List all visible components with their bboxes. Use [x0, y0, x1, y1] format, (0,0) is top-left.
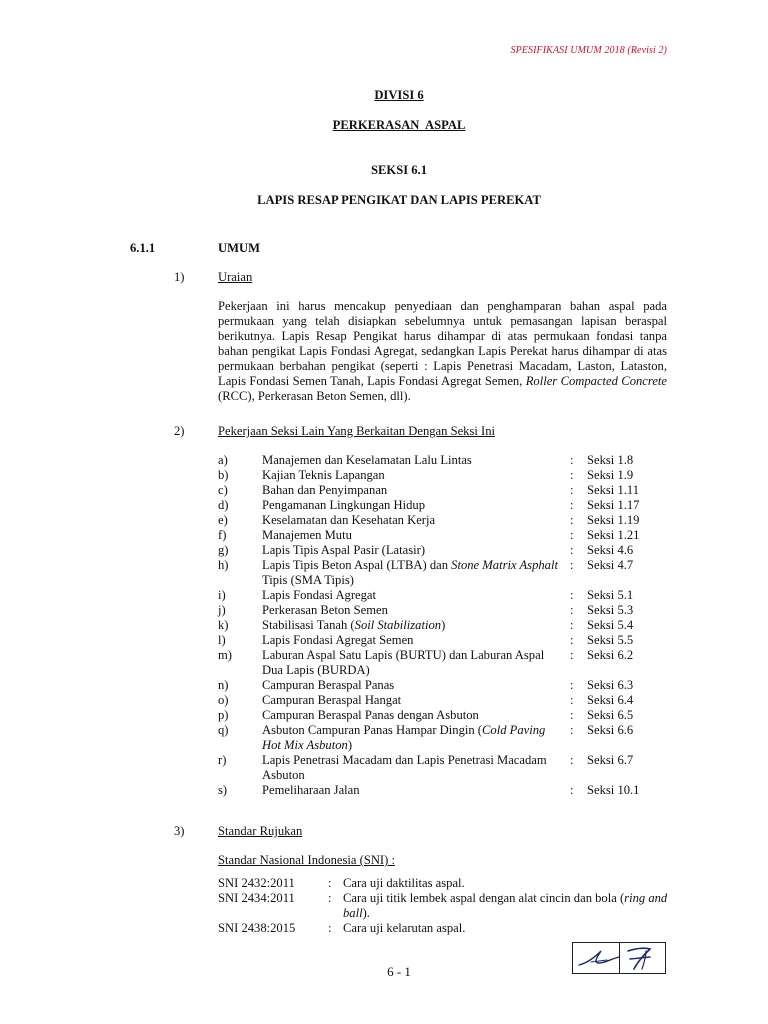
item-letter: l) — [218, 633, 226, 647]
item-label: Perkerasan Beton Semen — [262, 603, 388, 617]
item-colon: : — [570, 453, 574, 467]
list-item — [218, 783, 668, 798]
sub1-number: 1) — [174, 270, 185, 284]
paragraph-tail: (RCC), Perkerasan Beton Semen, dll). — [218, 389, 411, 403]
item-label-part: ) — [441, 618, 446, 632]
standard-desc-part: Cara uji titik lembek aspal dengan alat cincin dan bola ( — [343, 891, 625, 905]
item-ref: Seksi 6.3 — [587, 678, 634, 692]
item-ref: Seksi 6.6 — [587, 723, 634, 737]
list-item — [218, 618, 668, 633]
item-colon: : — [570, 603, 574, 617]
item-ref: Seksi 5.5 — [587, 633, 634, 647]
description-paragraph — [218, 299, 667, 404]
item-label: Laburan Aspal Satu Lapis (BURTU) dan Laburan Aspal Dua Lapis (BURDA) — [262, 648, 545, 677]
item-colon: : — [570, 633, 574, 647]
item-letter: o) — [218, 693, 229, 707]
section-number: 6.1.1 — [130, 241, 156, 255]
item-letter: c) — [218, 483, 228, 497]
item-ref: Seksi 1.9 — [587, 468, 634, 482]
item-ref: Seksi 6.7 — [587, 753, 634, 767]
list-item — [218, 483, 668, 498]
item-letter: r) — [218, 753, 227, 767]
item-label-italic: Cold Paving Hot Mix Asbuton — [262, 723, 546, 752]
list-item — [218, 588, 668, 603]
item-ref: Seksi 1.11 — [587, 483, 640, 497]
standard-code: SNI 2434:2011 — [218, 891, 295, 905]
item-label: Lapis Tipis Aspal Pasir (Latasir) — [262, 543, 426, 557]
divisi-subtitle: PERKERASAN ASPAL — [332, 118, 466, 132]
item-letter: i) — [218, 588, 226, 602]
item-label — [262, 723, 562, 753]
standard-row — [218, 891, 668, 921]
item-label-part: Asbuton Campuran Panas Hampar Dingin ( — [262, 723, 483, 737]
divisi-title: DIVISI 6 — [374, 88, 424, 102]
standard-code: SNI 2438:2015 — [218, 921, 296, 935]
item-ref: Seksi 1.17 — [587, 498, 640, 512]
standard-row — [218, 876, 668, 891]
sni-heading: Standar Nasional Indonesia (SNI) : — [218, 853, 395, 867]
item-label: Lapis Penetrasi Macadam dan Lapis Penetrasi Macadam Asbuton — [262, 753, 547, 782]
list-item — [218, 603, 668, 618]
item-letter: m) — [218, 648, 232, 662]
item-letter: j) — [218, 603, 226, 617]
item-label: Manajemen dan Keselamatan Lalu Lintas — [262, 453, 472, 467]
item-label: Campuran Beraspal Panas — [262, 678, 395, 692]
item-letter: q) — [218, 723, 229, 737]
seksi-subtitle: LAPIS RESAP PENGIKAT DAN LAPIS PEREKAT — [257, 193, 541, 207]
item-letter: a) — [218, 453, 228, 467]
item-colon: : — [570, 498, 574, 512]
item-letter: d) — [218, 498, 229, 512]
list-item — [218, 723, 668, 753]
item-ref: Seksi 1.21 — [587, 528, 640, 542]
section-title: UMUM — [218, 241, 260, 255]
item-ref: Seksi 10.1 — [587, 783, 640, 797]
item-ref: Seksi 6.5 — [587, 708, 634, 722]
item-label: Pemeliharaan Jalan — [262, 783, 360, 797]
item-ref: Seksi 5.3 — [587, 603, 634, 617]
list-item — [218, 528, 668, 543]
list-item — [218, 453, 668, 468]
list-item — [218, 633, 668, 648]
item-letter: b) — [218, 468, 229, 482]
item-letter: s) — [218, 783, 228, 797]
item-label: Manajemen Mutu — [262, 528, 352, 542]
standard-desc-italic: ring and ball — [343, 891, 668, 920]
item-ref: Seksi 1.19 — [587, 513, 640, 527]
item-colon: : — [570, 468, 574, 482]
item-ref: Seksi 5.1 — [587, 588, 634, 602]
paragraph-text: Pekerjaan ini harus mencakup penyediaan dan penghamparan bahan aspal pada permukaan yang telah disiapkan sebelumnya untuk pemasangan lapisan beraspal berikutnya. Lapis Resap Pengikat harus dihampar di atas permukaan fondasi tanpa bahan pengikat Lapis Fondasi Agregat, sedangkan Lapis Perekat harus dihampar di atas permukaan berbahan pengikat (seperti : Lapis Penetrasi Macadam, Laston, Lataston, Lapis Fondasi Semen Tanah, Lapis Fondasi Agregat Semen, — [218, 299, 667, 388]
item-colon: : — [570, 543, 574, 557]
list-item — [218, 678, 668, 693]
standard-desc: Cara uji daktilitas aspal. — [343, 876, 465, 890]
item-letter: e) — [218, 513, 228, 527]
standards-list — [218, 876, 668, 936]
item-colon: : — [570, 783, 574, 797]
item-ref: Seksi 5.4 — [587, 618, 634, 632]
standard-row — [218, 921, 668, 936]
standard-colon: : — [328, 891, 332, 905]
sub3-number: 3) — [174, 824, 185, 838]
standard-desc: Cara uji kelarutan aspal. — [343, 921, 466, 935]
item-label: Pengamanan Lingkungan Hidup — [262, 498, 425, 512]
item-letter: h) — [218, 558, 229, 572]
list-item — [218, 513, 668, 528]
item-label — [262, 558, 562, 588]
item-colon: : — [570, 558, 574, 572]
standard-colon: : — [328, 921, 332, 935]
item-ref: Seksi 4.7 — [587, 558, 634, 572]
item-colon: : — [570, 723, 574, 737]
list-item — [218, 468, 668, 483]
item-label: Keselamatan dan Kesehatan Kerja — [262, 513, 436, 527]
running-header: SPESIFIKASI UMUM 2018 (Revisi 2) — [510, 45, 667, 56]
sub1-title: Uraian — [218, 270, 253, 284]
item-label-italic: Stone Matrix Asphalt — [451, 558, 558, 572]
item-label: Lapis Fondasi Agregat Semen — [262, 633, 414, 647]
list-item — [218, 558, 668, 588]
related-sections-list — [218, 453, 668, 798]
item-letter: g) — [218, 543, 229, 557]
item-colon: : — [570, 483, 574, 497]
item-colon: : — [570, 708, 574, 722]
item-letter: p) — [218, 708, 229, 722]
item-colon: : — [570, 678, 574, 692]
item-colon: : — [570, 693, 574, 707]
list-item — [218, 753, 668, 783]
item-ref: Seksi 1.8 — [587, 453, 634, 467]
item-colon: : — [570, 588, 574, 602]
paragraph-italic: Roller Compacted Concrete — [525, 374, 667, 388]
item-label-part: ) — [347, 738, 353, 752]
item-label: Lapis Fondasi Agregat — [262, 588, 377, 602]
item-label: Campuran Beraspal Panas dengan Asbuton — [262, 708, 479, 722]
item-ref: Seksi 6.4 — [587, 693, 634, 707]
list-item — [218, 693, 668, 708]
item-letter: f) — [218, 528, 227, 542]
item-label: Bahan dan Penyimpanan — [262, 483, 388, 497]
item-letter: n) — [218, 678, 229, 692]
item-letter: k) — [218, 618, 229, 632]
item-colon: : — [570, 618, 574, 632]
item-label-part: Stabilisasi Tanah ( — [262, 618, 355, 632]
list-item — [218, 543, 668, 558]
sub2-number: 2) — [174, 424, 185, 438]
item-colon: : — [570, 528, 574, 542]
list-item — [218, 708, 668, 723]
standard-code: SNI 2432:2011 — [218, 876, 295, 890]
item-label-part: Tipis (SMA Tipis) — [262, 573, 354, 587]
sub3-title: Standar Rujukan — [218, 824, 303, 838]
page-number: 6 - 1 — [387, 964, 411, 979]
seksi-title: SEKSI 6.1 — [371, 163, 427, 177]
item-label: Kajian Teknis Lapangan — [262, 468, 385, 482]
list-item — [218, 498, 668, 513]
standard-desc — [343, 891, 668, 921]
item-label — [262, 618, 562, 633]
item-ref: Seksi 6.2 — [587, 648, 634, 662]
item-label-italic: Soil Stabilization — [354, 618, 442, 632]
item-colon: : — [570, 513, 574, 527]
item-colon: : — [570, 648, 574, 662]
item-label: Campuran Beraspal Hangat — [262, 693, 402, 707]
list-item — [218, 648, 668, 678]
item-ref: Seksi 4.6 — [587, 543, 634, 557]
item-colon: : — [570, 753, 574, 767]
sub2-title: Pekerjaan Seksi Lain Yang Berkaitan Dengan Seksi Ini — [218, 424, 496, 438]
standard-colon: : — [328, 876, 332, 890]
standard-desc-part: ). — [362, 906, 370, 920]
item-label-part: Lapis Tipis Beton Aspal (LTBA) dan — [262, 558, 452, 572]
